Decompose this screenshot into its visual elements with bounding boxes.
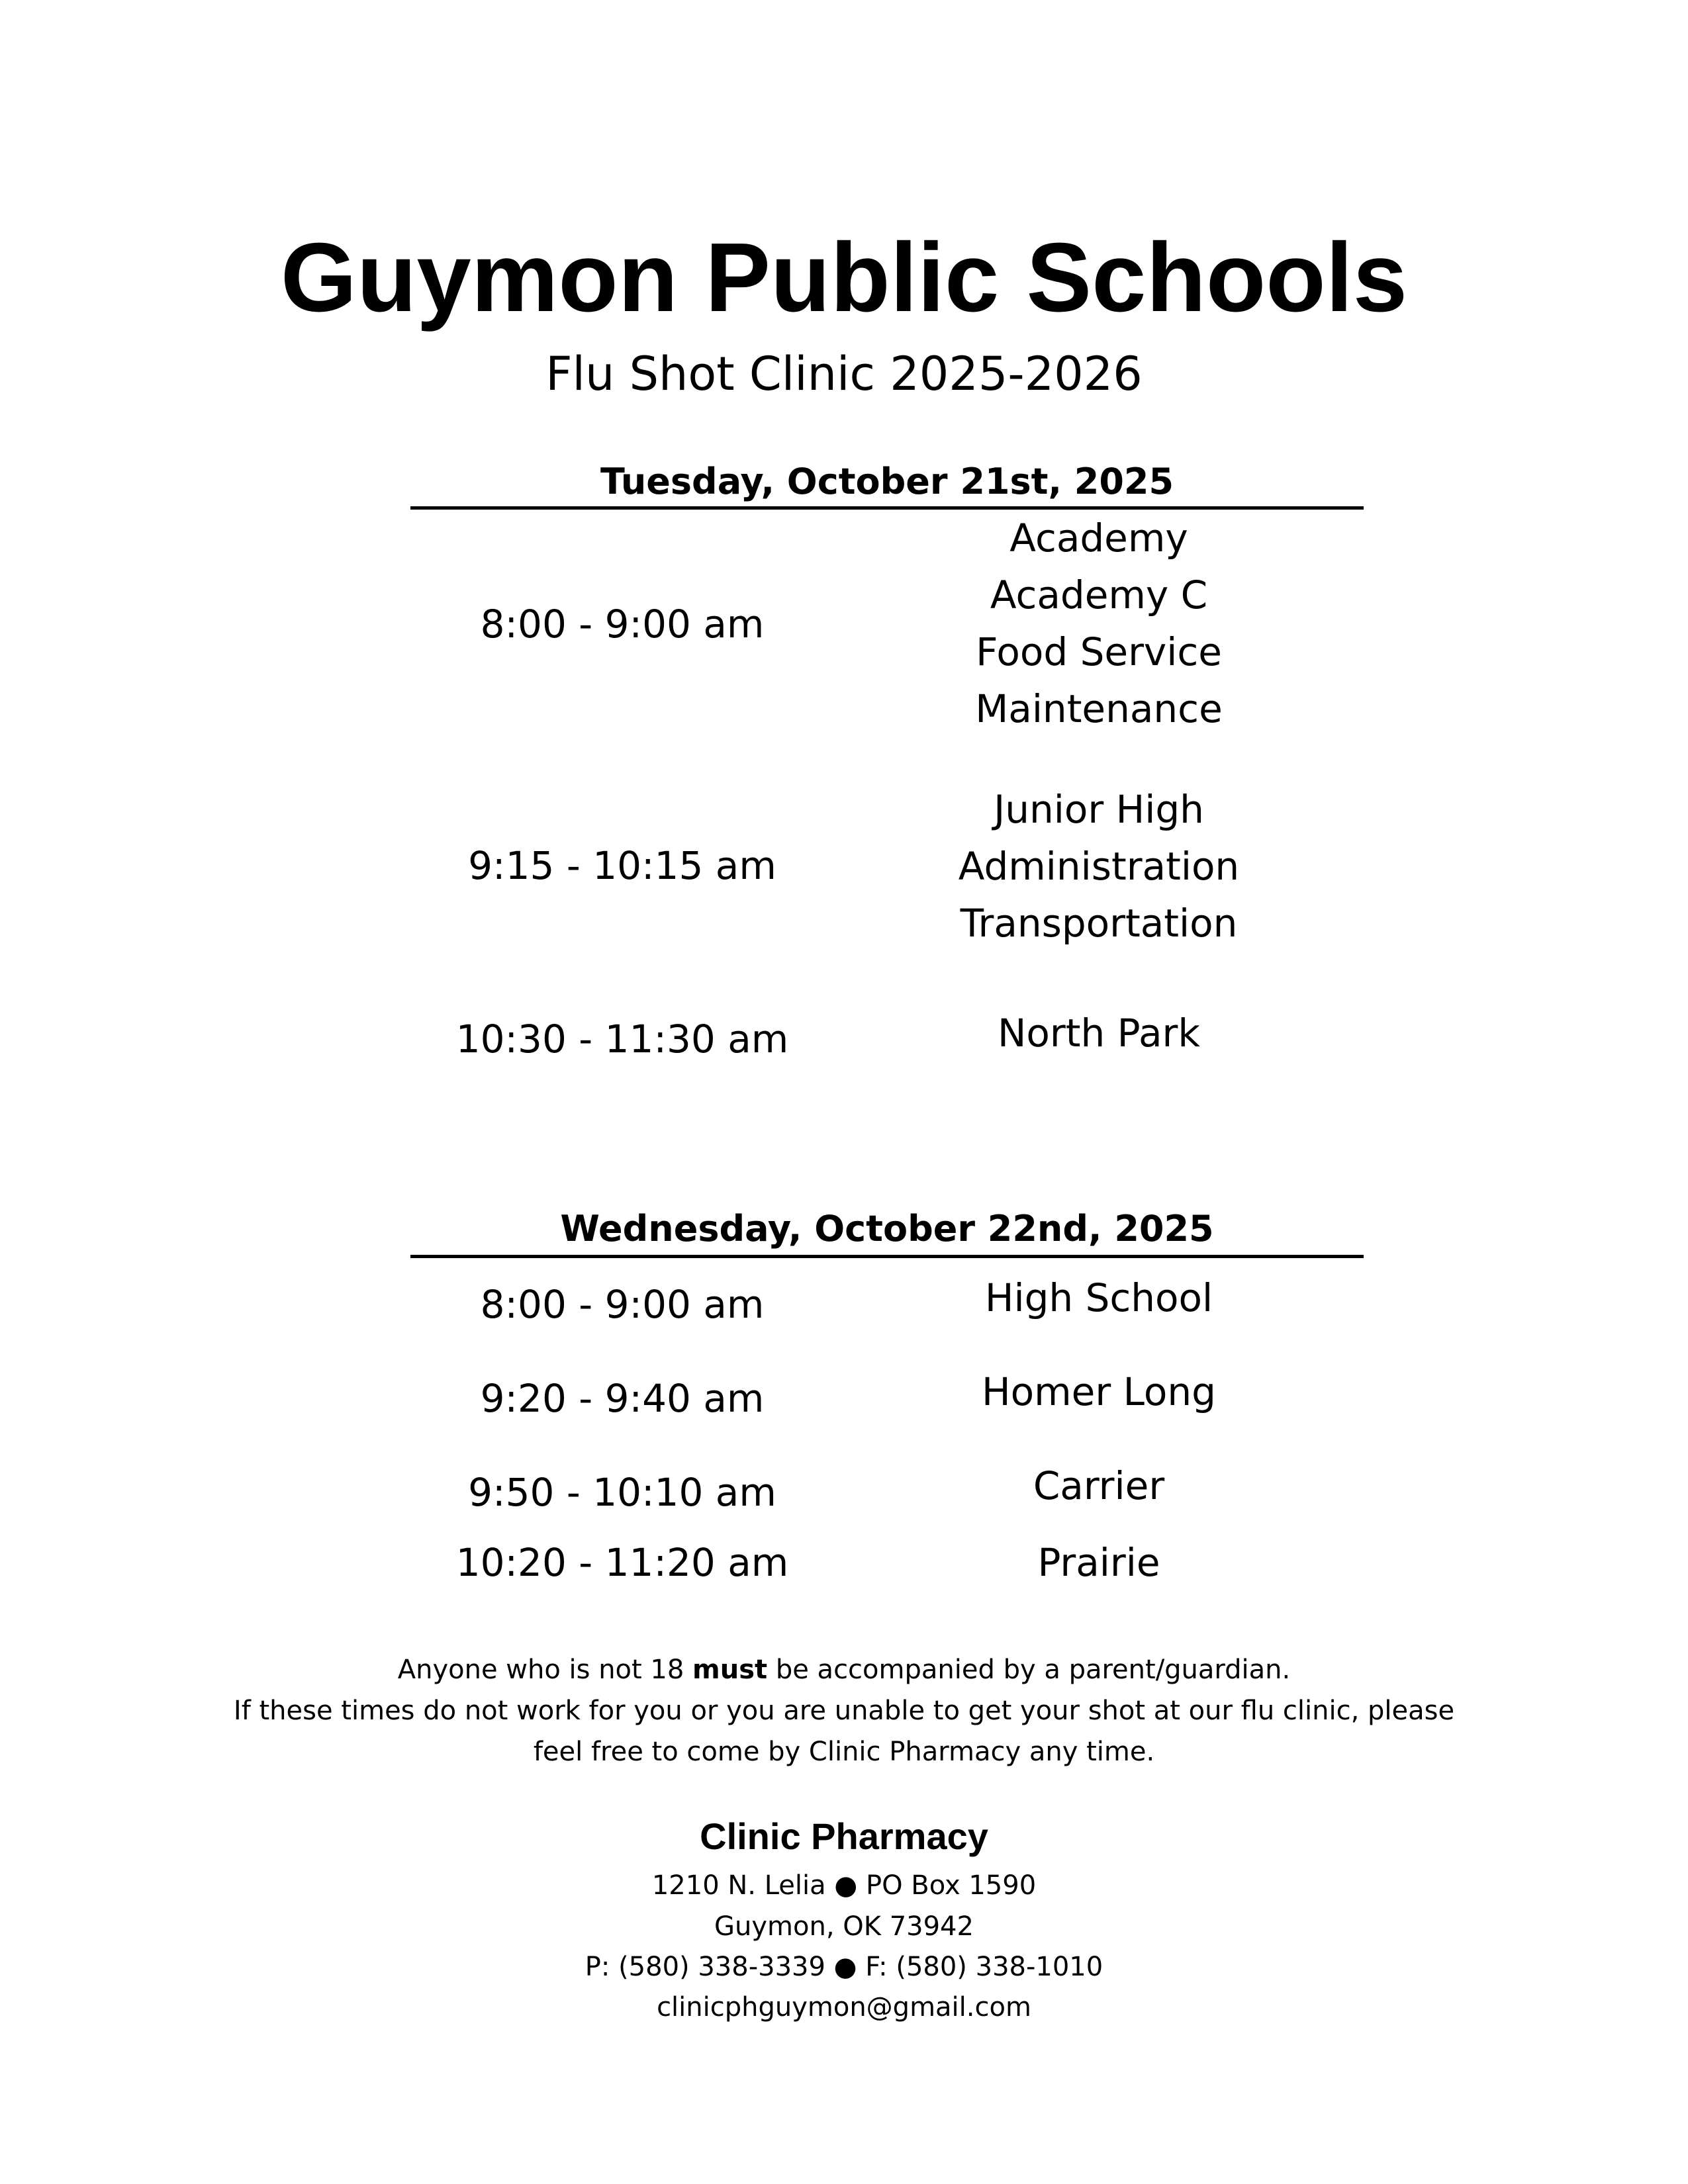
location-item: Prairie [1037,1540,1160,1585]
pharmacy-address: 1210 N. Lelia ● PO Box 1590 [651,1870,1037,1901]
note-text: be accompanied by a parent/guardian. [767,1655,1291,1685]
age-requirement-note [0,1649,1688,1690]
slot-time: 10:20 - 11:20 am [455,1540,789,1585]
alternative-note-line: feel free to come by Clinic Pharmacy any time. [533,1737,1155,1767]
slot-time: 10:30 - 11:30 am [455,1017,789,1062]
day-heading-tuesday: Tuesday, October 21st, 2025 [600,461,1174,502]
slot-locations [887,510,1311,737]
slot-locations [887,1457,1311,1514]
location-item: Homer Long [982,1369,1216,1414]
slot-time: 9:15 - 10:15 am [468,843,776,888]
alternative-note-line: If these times do not work for you or you are unable to get your shot at our flu clinic, please [233,1696,1455,1726]
note-text: Anyone who is not 18 [397,1655,693,1685]
day-heading-wednesday: Wednesday, October 22nd, 2025 [560,1208,1214,1250]
pharmacy-name: Clinic Pharmacy [700,1815,988,1857]
location-item: Academy C [990,572,1208,617]
slot-locations [887,781,1311,952]
location-item: Academy [1009,516,1188,561]
page-title: Guymon Public Schools [280,223,1408,332]
location-item: Carrier [1033,1463,1165,1508]
slot-time: 9:20 - 9:40 am [480,1376,765,1421]
location-item: Maintenance [975,686,1223,731]
page-subtitle: Flu Shot Clinic 2025-2026 [545,347,1143,401]
slot-locations [887,1269,1311,1326]
location-item: Transportation [960,901,1238,946]
day-divider [410,1255,1364,1258]
pharmacy-phone-fax: P: (580) 338-3339 ● F: (580) 338-1010 [585,1952,1103,1982]
slot-locations [887,1534,1311,1591]
location-item: Food Service [976,629,1222,674]
slot-time: 9:50 - 10:10 am [468,1470,776,1515]
note-emphasis: must [692,1655,768,1685]
location-item: Junior High [994,787,1204,832]
location-item: Administration [958,844,1240,889]
slot-time: 8:00 - 9:00 am [480,1282,765,1327]
location-item: North Park [997,1011,1200,1056]
pharmacy-city: Guymon, OK 73942 [714,1911,974,1942]
slot-locations [887,1363,1311,1420]
location-item: High School [984,1275,1213,1320]
pharmacy-email: clinicphguymon@gmail.com [657,1992,1031,2023]
slot-locations [887,1005,1311,1062]
slot-time: 8:00 - 9:00 am [480,602,765,647]
